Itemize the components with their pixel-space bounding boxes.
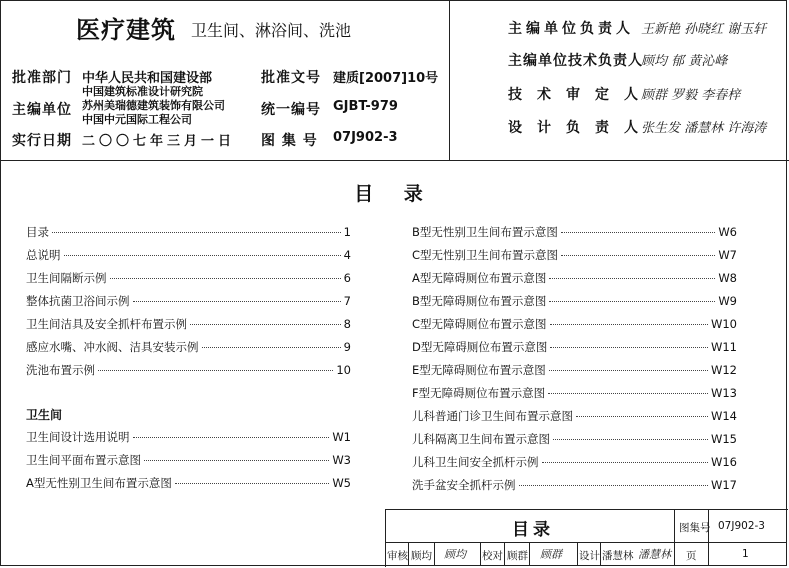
toc-item-text: E型无障碍厕位布置示意图 bbox=[412, 363, 546, 377]
sign-label-tech: 主编单位技术负责人 bbox=[508, 53, 643, 69]
title-block-title: 目录 bbox=[512, 520, 554, 540]
toc-item[interactable] bbox=[412, 408, 737, 424]
toc-item[interactable] bbox=[26, 270, 351, 286]
toc-item-text: 总说明 bbox=[26, 248, 61, 262]
toc-item-text: 卫生间洁具及安全抓杆布置示例 bbox=[26, 317, 187, 331]
toc-item[interactable] bbox=[26, 429, 351, 445]
sign-label-review: 技术审定人 bbox=[508, 87, 653, 103]
toc-item-page: W6 bbox=[718, 225, 737, 239]
header-divider bbox=[449, 0, 450, 160]
approval-doc: 建质[2007]10号 bbox=[333, 71, 439, 86]
signature-tech: 顾均 郁 黄沁峰 bbox=[641, 54, 728, 69]
toc-item-text: A型无障碍厕位布置示意图 bbox=[412, 271, 547, 285]
toc-item-page: 1 bbox=[343, 225, 351, 239]
title-block-col-rule bbox=[434, 542, 435, 566]
approval-dept: 中华人民共和国建设部 bbox=[82, 71, 213, 86]
title-block-mid-rule bbox=[385, 542, 787, 543]
toc-item[interactable] bbox=[412, 224, 737, 240]
toc-item[interactable] bbox=[412, 247, 737, 263]
leader-dots bbox=[549, 301, 715, 302]
toc-item-page: W11 bbox=[710, 340, 737, 354]
leader-dots bbox=[133, 437, 330, 438]
leader-dots bbox=[110, 278, 341, 279]
toc-item[interactable] bbox=[412, 293, 737, 309]
toc-item[interactable] bbox=[412, 431, 737, 447]
leader-dots bbox=[576, 416, 708, 417]
sign-label-chief: 主编单位负责人 bbox=[508, 21, 634, 37]
title-block-atlas-label: 图集号 bbox=[679, 522, 711, 534]
toc-item[interactable] bbox=[26, 452, 351, 468]
toc-item-page: W5 bbox=[332, 476, 351, 490]
title-block-atlas-no: 07J902-3 bbox=[718, 520, 765, 532]
toc-item-page: W9 bbox=[718, 294, 737, 308]
page-number: 1 bbox=[742, 548, 749, 560]
toc-item-text: 洗池布置示例 bbox=[26, 363, 95, 377]
toc-item-text: B型无障碍厕位布置示意图 bbox=[412, 294, 547, 308]
toc-item-page: W17 bbox=[710, 478, 737, 492]
toc-item-text: 洗手盆安全抓杆示例 bbox=[412, 478, 516, 492]
toc-item[interactable] bbox=[26, 339, 351, 355]
leader-dots bbox=[64, 255, 341, 256]
toc-item-text: 卫生间平面布置示意图 bbox=[26, 453, 141, 467]
title-block-col-rule bbox=[529, 542, 530, 566]
leader-dots bbox=[549, 370, 708, 371]
leader-dots bbox=[144, 460, 329, 461]
toc-item-page: W1 bbox=[332, 430, 351, 444]
toc-item-text: 儿科普通门诊卫生间布置示意图 bbox=[412, 409, 573, 423]
title-block-col-rule bbox=[708, 509, 709, 566]
toc-item-page: 6 bbox=[343, 271, 351, 285]
leader-dots bbox=[98, 370, 333, 371]
toc-item-page: W14 bbox=[710, 409, 737, 423]
toc-item[interactable] bbox=[412, 477, 737, 493]
toc-item[interactable] bbox=[26, 247, 351, 263]
toc-item-text: 儿科隔离卫生间布置示意图 bbox=[412, 432, 550, 446]
leader-dots bbox=[175, 483, 329, 484]
leader-dots bbox=[52, 232, 341, 233]
toc-item-page: 7 bbox=[343, 294, 351, 308]
checker-name: 顾群 bbox=[507, 550, 528, 562]
toc-item[interactable] bbox=[412, 339, 737, 355]
sign-label-design: 设计负责人 bbox=[508, 120, 653, 136]
toc-item[interactable] bbox=[412, 362, 737, 378]
toc-item-page: W16 bbox=[710, 455, 737, 469]
atlas-no-label: 图 集 号 bbox=[261, 133, 318, 149]
toc-item-page: 10 bbox=[336, 363, 351, 377]
leader-dots bbox=[553, 439, 708, 440]
designer-signature: 潘慧林 bbox=[638, 548, 671, 561]
toc-item-page: W3 bbox=[332, 453, 351, 467]
toc-item-text: D型无障碍厕位布置示意图 bbox=[412, 340, 548, 354]
toc-item-text: 目录 bbox=[26, 225, 49, 239]
reviewer-name: 顾均 bbox=[411, 550, 432, 562]
header-bottom-rule bbox=[0, 160, 789, 161]
leader-dots bbox=[550, 347, 708, 348]
toc-item-text: 整体抗菌卫浴间示例 bbox=[26, 294, 130, 308]
atlas-subtitle: 卫生间、淋浴间、洗池 bbox=[191, 21, 352, 40]
toc-item-page: W13 bbox=[710, 386, 737, 400]
toc-item[interactable] bbox=[26, 475, 351, 491]
impl-date-label: 实行日期 bbox=[12, 133, 72, 149]
checker-signature: 顾群 bbox=[540, 548, 562, 561]
title-block-col-rule bbox=[600, 542, 601, 566]
signature-chief: 王新艳 孙晓红 谢玉轩 bbox=[641, 22, 767, 37]
toc-item-text: 卫生间设计选用说明 bbox=[26, 430, 130, 444]
design-label: 设计 bbox=[579, 550, 600, 562]
title-block-col-rule bbox=[408, 542, 409, 566]
toc-item[interactable] bbox=[412, 385, 737, 401]
atlas-title: 医疗建筑 bbox=[76, 16, 176, 44]
impl-date: 二〇〇七年三月一日 bbox=[82, 134, 236, 149]
toc-item[interactable] bbox=[412, 454, 737, 470]
leader-dots bbox=[561, 255, 715, 256]
toc-item-text: 卫生间隔断示例 bbox=[26, 271, 107, 285]
toc-item-page: 4 bbox=[343, 248, 351, 262]
signature-design: 张生发 潘慧林 许海涛 bbox=[641, 121, 767, 136]
signature-review: 顾群 罗毅 李春梓 bbox=[641, 88, 741, 103]
toc-item-page: 8 bbox=[343, 317, 351, 331]
page-label: 页 bbox=[686, 550, 697, 562]
toc-item-text: 感应水嘴、冲水阀、洁具安装示例 bbox=[26, 340, 199, 354]
reviewer-signature: 顾均 bbox=[444, 548, 466, 561]
toc-item-page: 9 bbox=[343, 340, 351, 354]
title-block-col-rule bbox=[480, 542, 481, 566]
toc-item-text: B型无性别卫生间布置示意图 bbox=[412, 225, 558, 239]
toc-item-text: 儿科卫生间安全抓杆示例 bbox=[412, 455, 539, 469]
toc-item[interactable] bbox=[26, 362, 351, 378]
leader-dots bbox=[133, 301, 341, 302]
leader-dots bbox=[202, 347, 341, 348]
editor-unit-3: 中国中元国际工程公司 bbox=[82, 113, 192, 126]
leader-dots bbox=[190, 324, 341, 325]
toc-item-text: A型无性别卫生间布置示意图 bbox=[26, 476, 172, 490]
toc-item-page: W12 bbox=[710, 363, 737, 377]
title-block-col-rule bbox=[674, 509, 675, 566]
leader-dots bbox=[561, 232, 715, 233]
unified-no-label: 统一编号 bbox=[261, 102, 321, 118]
toc-item-page: W10 bbox=[710, 317, 737, 331]
toc-item-page: W8 bbox=[718, 271, 737, 285]
toc-item-text: F型无障碍厕位布置示意图 bbox=[412, 386, 546, 400]
toc-item-text: C型无性别卫生间布置示意图 bbox=[412, 248, 559, 262]
toc-item[interactable] bbox=[412, 270, 737, 286]
leader-dots bbox=[519, 485, 708, 486]
title-block-col-rule bbox=[577, 542, 578, 566]
check-label: 校对 bbox=[482, 550, 503, 562]
leader-dots bbox=[550, 324, 708, 325]
atlas-no: 07J902-3 bbox=[333, 130, 398, 145]
approval-doc-label: 批准文号 bbox=[261, 70, 321, 86]
toc-item[interactable] bbox=[26, 224, 351, 240]
toc-title: 目 录 bbox=[354, 183, 435, 205]
editor-unit-1: 中国建筑标准设计研究院 bbox=[82, 85, 203, 98]
approval-dept-label: 批准部门 bbox=[12, 70, 72, 86]
editor-unit-2: 苏州美瑞德建筑装饰有限公司 bbox=[82, 99, 225, 112]
toc-item-text: C型无障碍厕位布置示意图 bbox=[412, 317, 547, 331]
toc-item-page: W7 bbox=[718, 248, 737, 262]
toc-section-heading: 卫生间 bbox=[26, 408, 63, 422]
review-label: 审核 bbox=[387, 550, 408, 562]
leader-dots bbox=[548, 393, 708, 394]
title-block-col-rule bbox=[504, 542, 505, 566]
toc-item-page: W15 bbox=[710, 432, 737, 446]
unified-no: GJBT-979 bbox=[333, 99, 398, 114]
toc-item[interactable] bbox=[26, 293, 351, 309]
editor-unit-label: 主编单位 bbox=[12, 102, 72, 118]
toc-item[interactable] bbox=[26, 316, 351, 332]
leader-dots bbox=[549, 278, 715, 279]
designer-name: 潘慧林 bbox=[602, 550, 634, 562]
toc-item[interactable] bbox=[412, 316, 737, 332]
leader-dots bbox=[542, 462, 708, 463]
